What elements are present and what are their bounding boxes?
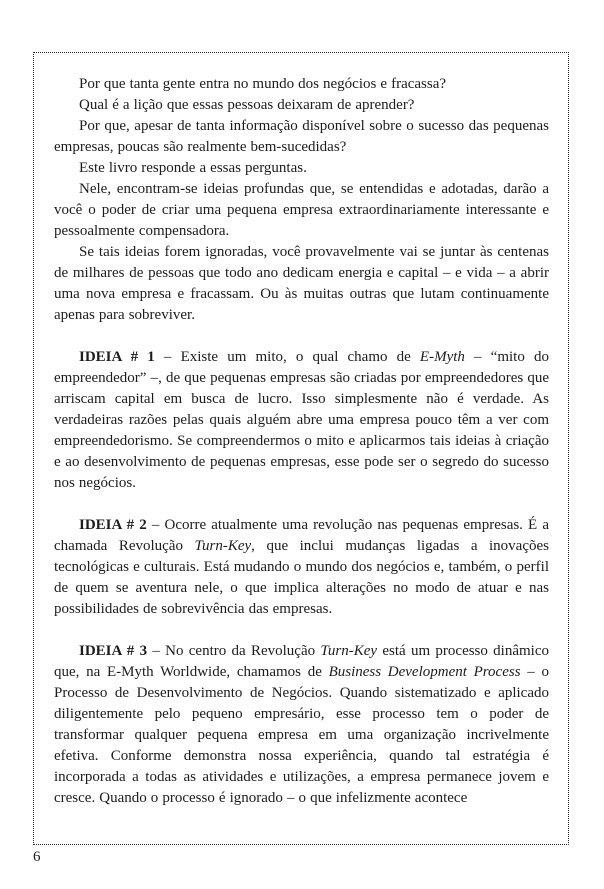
text-run: – No centro da Revolução [147, 643, 321, 659]
text-run: – “mito do empreendedor” –, de que pequenas empresas são criadas por empreendedores que arriscam capital em busca de lucro. Isso simplesmente não é verdade. As verdadeiras razões pelas quais alguém abre uma empresa pouco têm a ver com empreendedorismo. Se compreendermos o mito e aplicarmos tais ideias à criação e ao desenvolvimento de pequenas empresas, esse pode ser o segredo do sucesso nos negócios. [54, 349, 549, 491]
text-run: Este livro responde a essas perguntas. [79, 160, 307, 176]
italic-term-run: Turn-Key [194, 538, 252, 554]
book-page-border [33, 52, 569, 845]
text-run: Por que tanta gente entra no mundo dos negócios e fracassa? [79, 76, 447, 92]
text-run: Se tais ideias forem ignoradas, você provavelmente vai se juntar às centenas de milhares de pessoas que todo ano dedicam energia e capital – e vida – a abrir uma nova empresa e fracassam. Ou às muitas outras que lutam continuamente apenas para sobreviver. [54, 244, 549, 323]
italic-term-run: E-Myth [419, 349, 465, 365]
text-run: Nele, encontram-se ideias profundas que, se entendidas e adotadas, darão a você o poder de criar uma pequena empresa extraordinariamente interessante e pessoalmente compensadora. [54, 181, 549, 239]
paragraph-question-2 [54, 95, 549, 116]
text-run: , que inclui mudanças ligadas a inovações tecnológicas e culturais. Está mudando o mundo dos negócios e, também, o perfil de quem se aventura nele, o que implica alterações no modo de atuar e nas possibilidades de sobrevivência das empresas. [54, 538, 549, 617]
paragraph-book-promise [54, 179, 549, 242]
paragraph-ideia-2 [54, 515, 549, 620]
italic-term-run: Turn-Key [320, 643, 378, 659]
idea-heading-run: IDEIA # 3 [79, 643, 148, 659]
paragraph-answer-intro [54, 158, 549, 179]
paragraph-ideia-1 [54, 347, 549, 494]
text-run: está um processo dinâmico que, na E-Myth Worldwide, chamamos de [54, 643, 549, 680]
paragraph-ideia-3 [54, 641, 549, 809]
page-number: 6 [33, 849, 41, 865]
paragraph-question-1 [54, 74, 549, 95]
paragraph-warning [54, 242, 549, 326]
text-run: Por que, apesar de tanta informação disponível sobre o sucesso das pequenas empresas, poucas são realmente bem-sucedidas? [54, 118, 549, 155]
text-run: – Ocorre atualmente uma revolução nas pequenas empresas. É a chamada Revolução [54, 517, 549, 554]
text-run: Qual é a lição que essas pessoas deixaram de aprender? [79, 97, 415, 113]
italic-term-run: Business Development Process [328, 664, 521, 680]
text-run: – Existe um mito, o qual chamo de [154, 349, 420, 365]
text-run: – o Processo de Desenvolvimento de Negócios. Quando sistematizado e aplicado diligentemente pelo pequeno empresário, esse processo tem o poder de transformar qualquer pequena empresa em uma organização incrivelmente efetiva. Conforme demonstra nossa experiência, quando tal estratégia é incorporada a todas as atividades e utilizações, a empresa permanece jovem e cresce. Quando o processo é ignorado – o que infelizmente acontece [54, 664, 549, 806]
idea-heading-run: IDEIA # 1 [79, 349, 155, 365]
paragraph-question-3 [54, 116, 549, 158]
idea-heading-run: IDEIA # 2 [79, 517, 147, 533]
text-column [34, 53, 568, 809]
